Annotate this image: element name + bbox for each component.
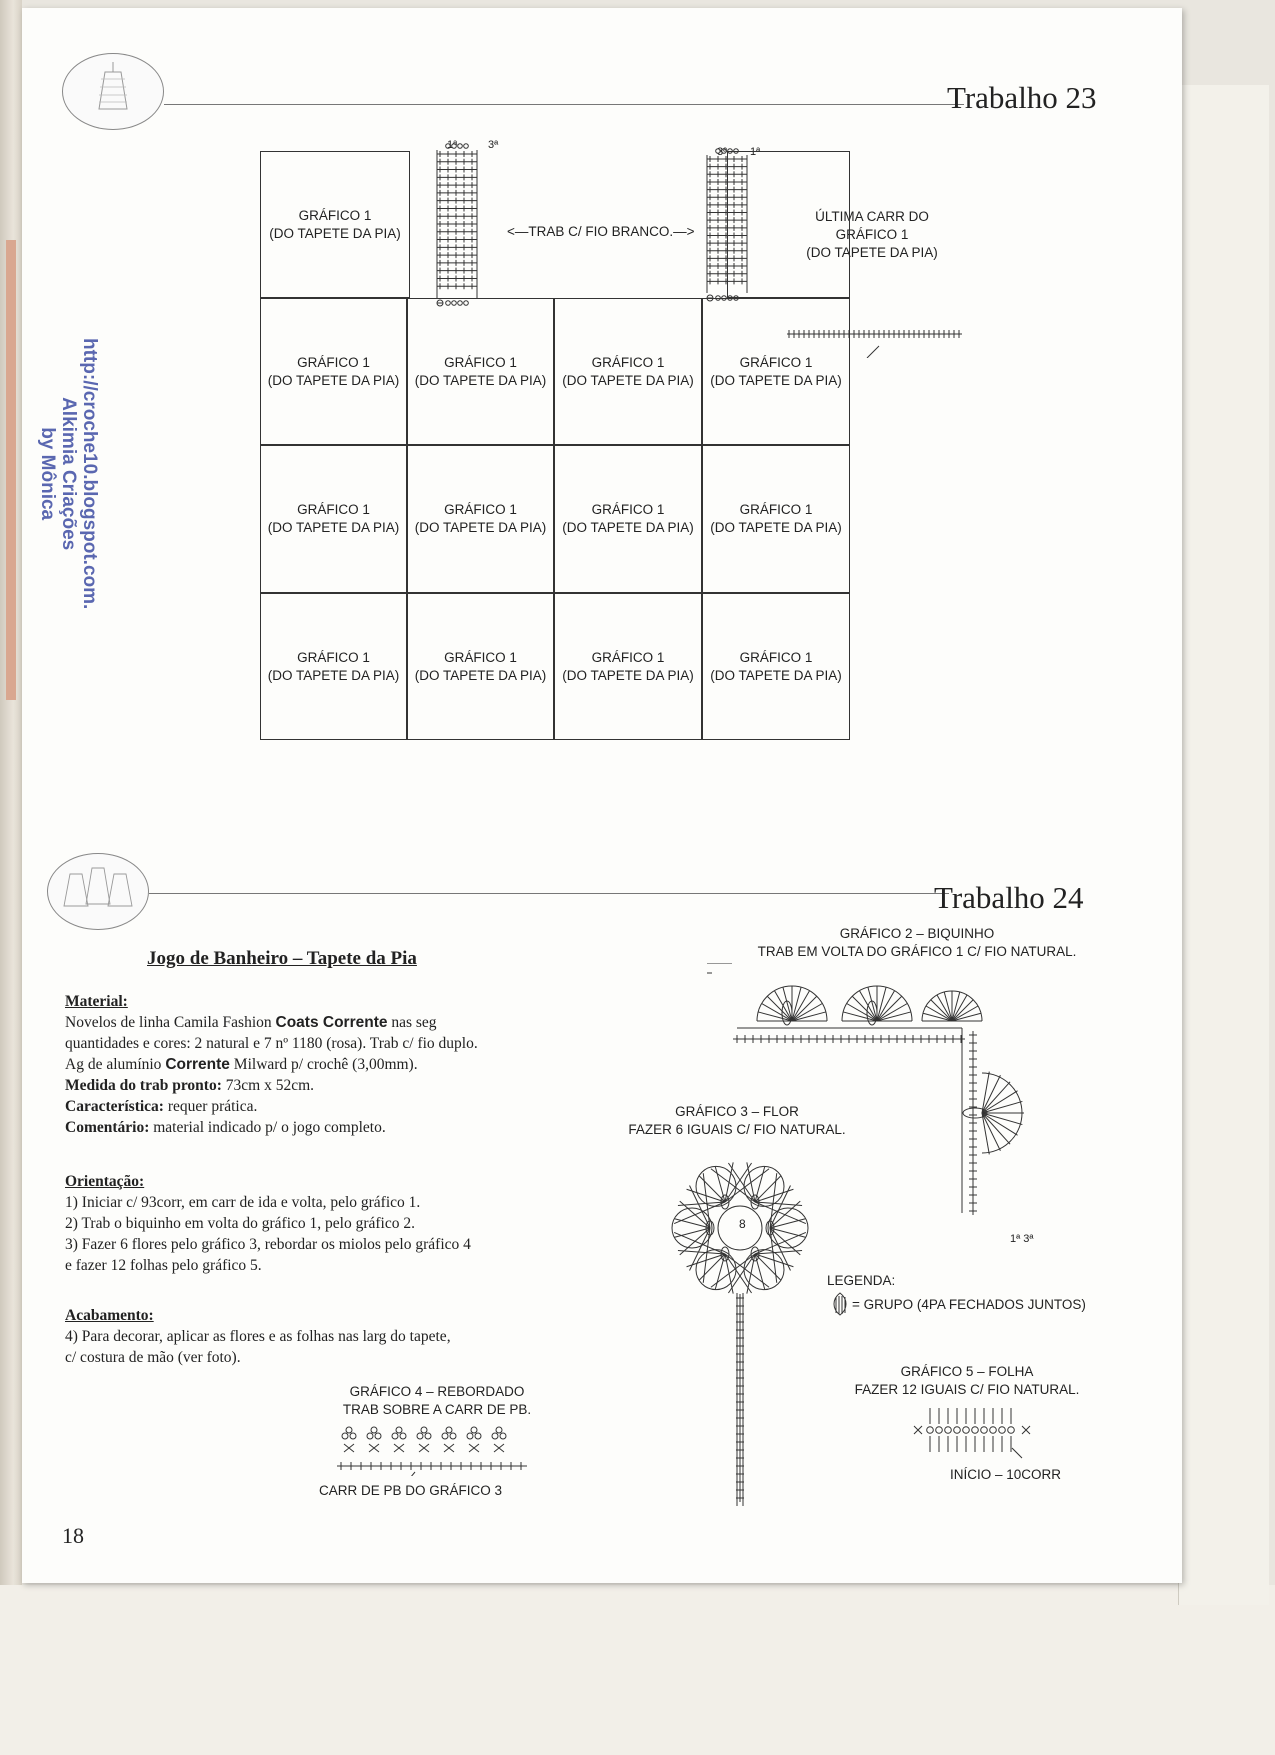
watermark-author: by Mônica bbox=[37, 427, 58, 521]
grafico1-sublabel: (DO TAPETE DA PIA) bbox=[267, 520, 400, 535]
grafico1-sublabel: (DO TAPETE DA PIA) bbox=[562, 520, 694, 535]
medida-value: 73cm x 52cm. bbox=[221, 1077, 315, 1094]
acabamento-step4-cont: c/ costura de mão (ver foto). bbox=[65, 1349, 241, 1366]
grafico4-chart bbox=[337, 1426, 537, 1476]
lamps-logo-icon bbox=[48, 854, 148, 929]
grafico1-block bbox=[702, 298, 850, 445]
book-spine-edge bbox=[0, 0, 22, 1590]
grafico5-title: GRÁFICO 5 – FOLHA bbox=[900, 1364, 1034, 1379]
grafico1-label: GRÁFICO 1 bbox=[591, 649, 665, 665]
legenda-item: = GRUPO (4PA FECHADOS JUNTOS) bbox=[852, 1297, 1086, 1312]
trab-fio-branco-label: TRAB C/ FIO BRANCO. bbox=[528, 224, 674, 239]
grafico1-sublabel: (DO TAPETE DA PIA) bbox=[267, 372, 400, 388]
next-page-edge bbox=[1178, 85, 1269, 1605]
caracteristica-line bbox=[65, 1096, 585, 1117]
grafico1-sublabel: (DO TAPETE DA PIA) bbox=[710, 520, 842, 535]
grafico1-block bbox=[554, 445, 702, 593]
grafico4-subtitle: TRAB SOBRE A CARR DE PB. bbox=[342, 1402, 532, 1417]
grafico1-sublabel: (DO TAPETE DA PIA) bbox=[710, 372, 842, 388]
arrow-trab-label bbox=[507, 223, 695, 241]
orientacao-section bbox=[65, 1171, 585, 1276]
material-section bbox=[65, 991, 585, 1138]
open-area-bottom-border bbox=[410, 298, 850, 299]
ultima-line1: ÚLTIMA CARR DO bbox=[815, 209, 929, 224]
grafico1-label: GRÁFICO 1 bbox=[591, 354, 665, 370]
grafico5-subtitle: FAZER 12 IGUAIS C/ FIO NATURAL. bbox=[854, 1382, 1080, 1397]
comentario-line bbox=[65, 1117, 585, 1138]
grafico1-label: GRÁFICO 1 bbox=[591, 502, 665, 517]
ultima-line3: (DO TAPETE DA PIA) bbox=[806, 245, 938, 260]
arrow-left-icon: <— bbox=[507, 224, 529, 239]
orientacao-step2: 2) Trab o biquinho em volta do gráfico 1, pelo gráfico 2. bbox=[65, 1215, 415, 1232]
grafico1-sublabel: (DO TAPETE DA PIA) bbox=[710, 667, 842, 683]
grafico1-label: GRÁFICO 1 bbox=[444, 354, 517, 370]
grafico1-block bbox=[702, 445, 850, 593]
grafico1-block bbox=[407, 445, 554, 593]
material-line3 bbox=[65, 1054, 585, 1075]
caracteristica-value: requer prática. bbox=[163, 1098, 258, 1115]
material-label: Material: bbox=[65, 993, 128, 1010]
row-mark-1a-right: 1ª bbox=[750, 146, 761, 158]
grafico1-label: GRÁFICO 1 bbox=[444, 502, 517, 517]
grafico1-label: GRÁFICO 1 bbox=[739, 354, 813, 370]
header-rule-23 bbox=[164, 104, 964, 105]
spine-color-band bbox=[6, 240, 16, 700]
watermark-url: http://croche10.blogspot.com. bbox=[79, 338, 100, 610]
grafico1-block bbox=[407, 593, 554, 740]
magazine-page bbox=[22, 8, 1182, 1583]
acabamento-step4: 4) Para decorar, aplicar as flores e as folhas nas larg do tapete, bbox=[65, 1328, 451, 1345]
orientacao-step3-cont: e fazer 12 folhas pelo gráfico 5. bbox=[65, 1257, 262, 1274]
material-line1a: Novelos de linha Camila Fashion bbox=[65, 1014, 276, 1031]
grafico1-sublabel: (DO TAPETE DA PIA) bbox=[562, 667, 694, 683]
grafico2-title: GRÁFICO 2 – BIQUINHO bbox=[839, 926, 995, 941]
orientacao-label: Orientação: bbox=[65, 1173, 145, 1190]
grafico1-block bbox=[407, 298, 554, 445]
title-trabalho-23: Trabalho 23 bbox=[947, 80, 1097, 115]
next-page-background bbox=[0, 1585, 1275, 1755]
header-rule-24 bbox=[149, 893, 949, 894]
lamps-logo-oval bbox=[47, 853, 149, 930]
grafico1-block bbox=[260, 445, 407, 593]
medida-label: Medida do trab pronto: bbox=[65, 1077, 222, 1094]
grafico4-caption bbox=[322, 1383, 552, 1419]
grafico1-label: GRÁFICO 1 bbox=[297, 649, 370, 665]
crochet-column-left-chart bbox=[434, 138, 504, 318]
lamp-logo-icon bbox=[63, 54, 163, 129]
grafico3-flower-chart bbox=[650, 1148, 830, 1513]
grafico1-block bbox=[554, 298, 702, 445]
grafico1-block bbox=[260, 593, 407, 740]
arrow-right-icon: —> bbox=[673, 224, 695, 239]
caracteristica-label: Característica: bbox=[65, 1098, 164, 1115]
grafico5-bottom-label: INÍCIO – 10CORR bbox=[950, 1467, 1062, 1482]
grafico1-label: GRÁFICO 1 bbox=[739, 502, 813, 517]
grafico5-leaf-chart bbox=[912, 1400, 1042, 1460]
grafico4-bottom-label: CARR DE PB DO GRÁFICO 3 bbox=[319, 1483, 503, 1498]
grafico5-caption bbox=[842, 1363, 1092, 1399]
grafico3-caption bbox=[617, 1103, 857, 1139]
page-number: 18 bbox=[62, 1523, 84, 1548]
medida-line bbox=[65, 1075, 585, 1096]
grafico1-block bbox=[702, 593, 850, 740]
brand-coats-corrente: Coats Corrente bbox=[275, 1014, 388, 1031]
material-line1c: nas seg bbox=[387, 1014, 437, 1031]
grafico1-block bbox=[260, 298, 407, 445]
grafico1-sublabel: (DO TAPETE DA PIA) bbox=[269, 225, 401, 241]
grafico1-sublabel: (DO TAPETE DA PIA) bbox=[414, 667, 547, 683]
title-trabalho-24: Trabalho 24 bbox=[934, 880, 1084, 915]
grafico1-block bbox=[727, 151, 850, 298]
grafico2-caption bbox=[722, 925, 1112, 961]
legenda-label: LEGENDA: bbox=[827, 1273, 896, 1288]
comentario-value: material indicado p/ o jogo completo. bbox=[149, 1119, 386, 1136]
grafico1-label: GRÁFICO 1 bbox=[297, 502, 370, 517]
grafico1-label: GRÁFICO 1 bbox=[739, 649, 813, 665]
acabamento-label: Acabamento: bbox=[65, 1307, 154, 1324]
watermark-brand: Alkimia Criações bbox=[58, 397, 79, 551]
grafico1-block bbox=[260, 151, 410, 298]
grafico1-sublabel: (DO TAPETE DA PIA) bbox=[267, 667, 400, 683]
row-mark-3a-left: 3ª bbox=[488, 139, 499, 151]
project-heading: Jogo de Banheiro – Tapete da Pia bbox=[147, 948, 417, 969]
grafico1-label: GRÁFICO 1 bbox=[298, 207, 372, 223]
row-mark-3a-right: 3ª bbox=[717, 146, 728, 158]
ultima-line2: GRÁFICO 1 bbox=[835, 227, 909, 242]
material-line2: quantidades e cores: 2 natural e 7 nº 1180 (rosa). Trab c/ fio duplo. bbox=[65, 1035, 478, 1052]
grafico1-label: GRÁFICO 1 bbox=[444, 649, 517, 665]
acabamento-section bbox=[65, 1305, 585, 1368]
material-line1 bbox=[65, 1012, 585, 1033]
blog-watermark bbox=[37, 338, 100, 609]
grafico1-label: GRÁFICO 1 bbox=[297, 354, 370, 370]
row-mark-1a-left: 1ª bbox=[447, 139, 458, 151]
material-line3a: Ag de alumínio bbox=[65, 1056, 166, 1073]
comentario-label: Comentário: bbox=[65, 1119, 150, 1136]
grafico1-sublabel: (DO TAPETE DA PIA) bbox=[414, 520, 547, 535]
grupo-stitch-icon bbox=[830, 1291, 850, 1317]
grafico2-row-marks: 1ª 3ª bbox=[1010, 1233, 1034, 1245]
grafico4-title: GRÁFICO 4 – REBORDADO bbox=[349, 1384, 525, 1399]
grafico2-subtitle: TRAB EM VOLTA DO GRÁFICO 1 C/ FIO NATURAL. bbox=[757, 944, 1077, 959]
orientacao-step3: 3) Fazer 6 flores pelo gráfico 3, rebordar os miolos pelo gráfico 4 bbox=[65, 1236, 471, 1253]
lamp-logo-oval bbox=[62, 53, 164, 130]
grafico1-sublabel: (DO TAPETE DA PIA) bbox=[414, 372, 547, 388]
grafico3-title: GRÁFICO 3 – FLOR bbox=[675, 1104, 799, 1119]
grafico1-block bbox=[554, 593, 702, 740]
orientacao-step1: 1) Iniciar c/ 93corr, em carr de ida e volta, pelo gráfico 1. bbox=[65, 1194, 421, 1211]
material-line3c: Milward p/ crochê (3,00mm). bbox=[229, 1056, 418, 1073]
grafico3-subtitle: FAZER 6 IGUAIS C/ FIO NATURAL. bbox=[628, 1122, 846, 1137]
flower-center-label: 8 bbox=[739, 1217, 746, 1231]
brand-corrente: Corrente bbox=[165, 1056, 230, 1073]
grafico1-sublabel: (DO TAPETE DA PIA) bbox=[562, 372, 694, 388]
